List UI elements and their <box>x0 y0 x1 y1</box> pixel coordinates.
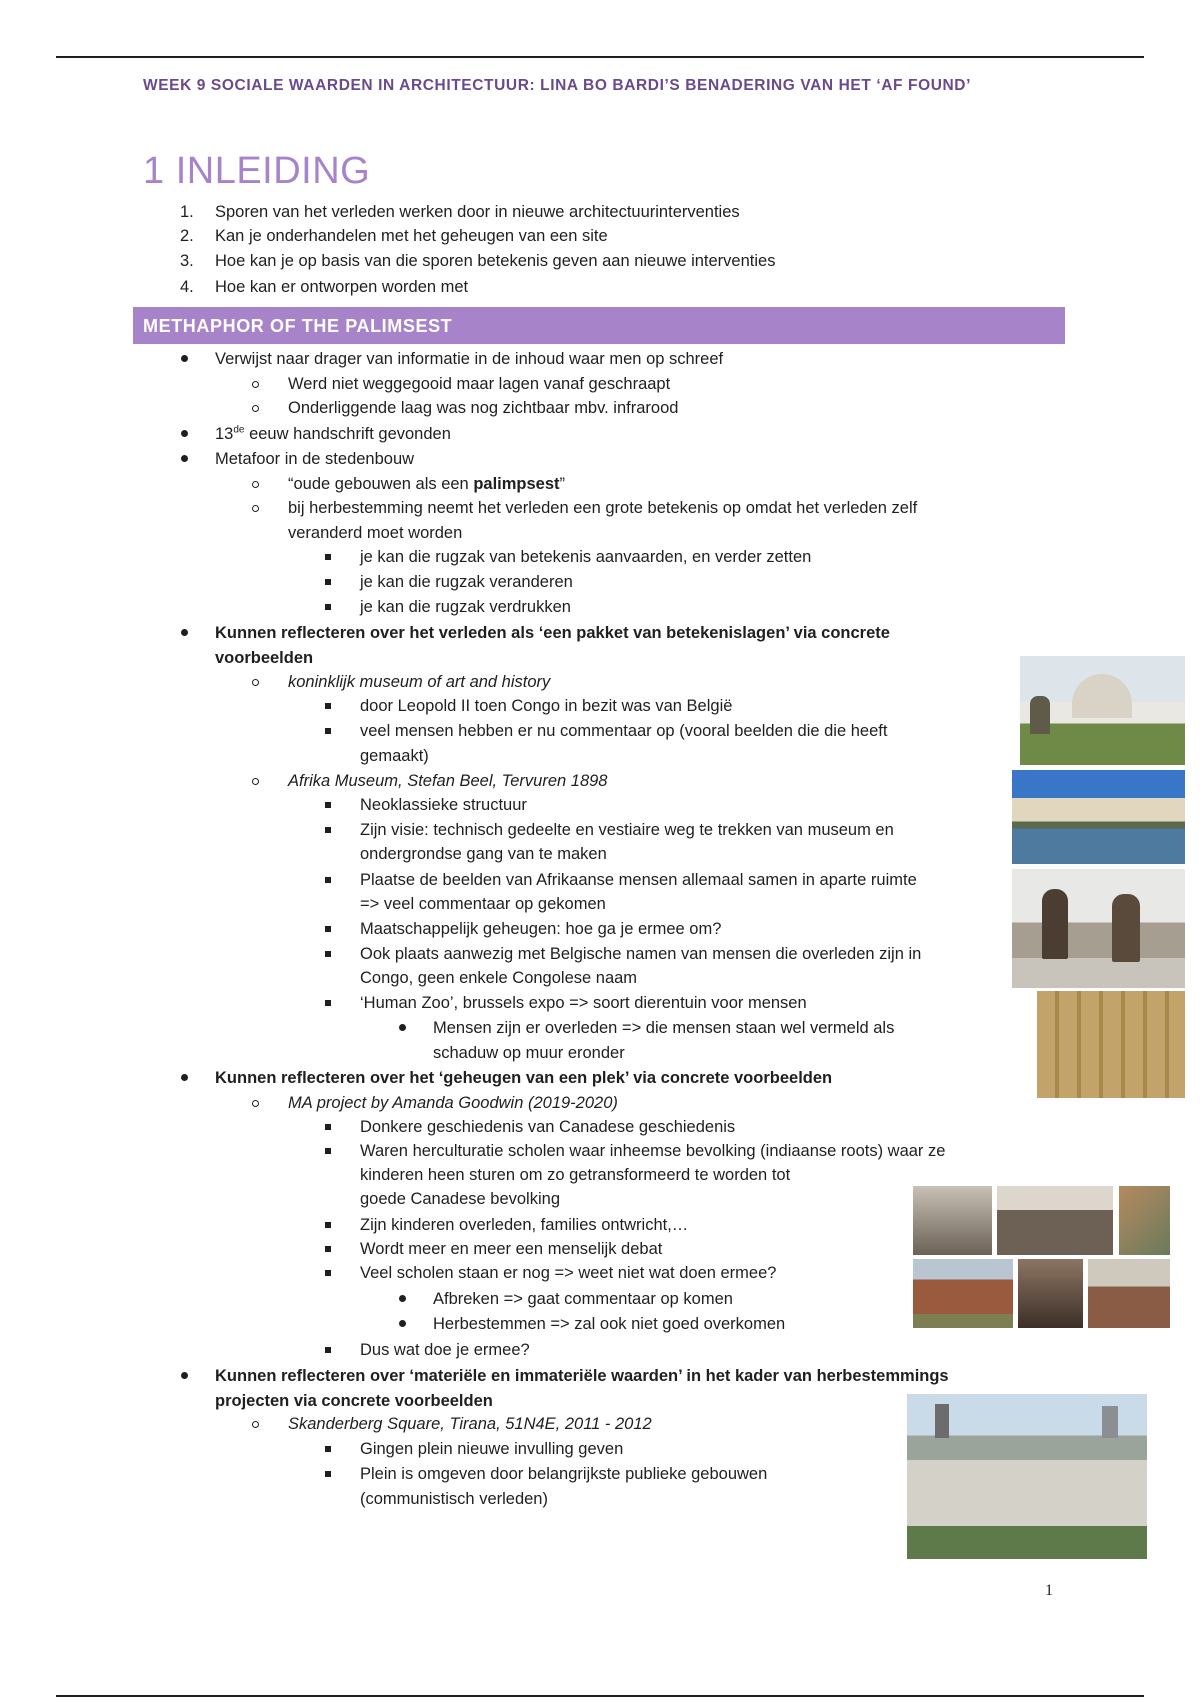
bullet <box>181 629 188 636</box>
bullet-square <box>325 579 331 585</box>
top-rule <box>56 56 1144 58</box>
bullet-square <box>325 554 331 560</box>
list-item-cont: => veel commentaar op gekomen <box>360 895 606 913</box>
list-item-cont: goede Canadese bevolking <box>360 1190 560 1208</box>
intro-num-2: 2. <box>180 227 194 245</box>
list-item: Zijn visie: technisch gedeelte en vestiaire weg te trekken van museum en <box>360 821 894 839</box>
list-item: je kan die rugzak veranderen <box>360 573 573 591</box>
section-header-palimsest <box>133 307 1065 344</box>
list-item: Skanderberg Square, Tirana, 51N4E, 2011 - 2012 <box>288 1415 652 1433</box>
list-item: koninklijk museum of art and history <box>288 673 551 691</box>
bullet-circle <box>252 381 259 388</box>
bullet-square <box>325 604 331 610</box>
list-item-cont: ondergrondse gang van te maken <box>360 845 607 863</box>
intro-num-4: 4. <box>180 278 194 296</box>
bullet <box>181 355 188 362</box>
list-item: Maatschappelijk geheugen: hoe ga je ermee om? <box>360 920 722 938</box>
list-item: 13de eeuw handschrift gevonden <box>215 424 451 443</box>
intro-num-3: 3. <box>180 252 194 270</box>
list-item: Dus wat doe je ermee? <box>360 1341 530 1359</box>
bullet-square <box>325 1270 331 1276</box>
bullet-circle <box>252 1100 259 1107</box>
list-item: Kunnen reflecteren over ‘materiële en immateriële waarden’ in het kader van herbestemmings <box>215 1367 949 1385</box>
list-item: je kan die rugzak verdrukken <box>360 598 571 616</box>
heading-inleiding: 1 INLEIDING <box>143 150 371 192</box>
bullet <box>181 1372 188 1379</box>
list-item: MA project by Amanda Goodwin (2019-2020) <box>288 1094 618 1112</box>
bullet-circle <box>252 505 259 512</box>
document-title: WEEK 9 SOCIALE WAARDEN IN ARCHITECTUUR: LINA BO BARDI’S BENADERING VAN HET ‘AF FOUND’ <box>143 77 972 94</box>
list-item: Zijn kinderen overleden, families ontwricht,… <box>360 1216 689 1234</box>
museum-photo <box>1020 656 1185 765</box>
list-item: Verwijst naar drager van informatie in de inhoud waar men op schreef <box>215 350 724 368</box>
intro-item-2: Kan je onderhandelen met het geheugen van een site <box>215 227 608 245</box>
bullet-circle <box>252 1421 259 1428</box>
bullet-square <box>325 1148 331 1154</box>
list-item: veel mensen hebben er nu commentaar op (vooral beelden die die heeft <box>360 722 888 740</box>
bullet-square <box>325 1246 331 1252</box>
bullet-square <box>325 827 331 833</box>
school-photo <box>997 1186 1113 1255</box>
skanderbeg-square-photo <box>907 1394 1147 1559</box>
list-item: Plaatse de beelden van Afrikaanse mensen allemaal samen in aparte ruimte <box>360 871 917 889</box>
school-photo <box>1018 1259 1083 1328</box>
bullet-square <box>325 1222 331 1228</box>
intro-item-1: Sporen van het verleden werken door in nieuwe architectuurinterventies <box>215 203 740 221</box>
list-item-cont: veranderd moet worden <box>288 524 463 542</box>
list-item: door Leopold II toen Congo in bezit was van België <box>360 697 733 715</box>
list-item: Neoklassieke structuur <box>360 796 527 814</box>
bottom-rule <box>56 1695 1144 1697</box>
afrika-museum-photo <box>1012 770 1185 864</box>
list-item: Kunnen reflecteren over het ‘geheugen van een plek’ via concrete voorbeelden <box>215 1069 833 1087</box>
intro-item-3: Hoe kan je op basis van die sporen betekenis geven aan nieuwe interventies <box>215 252 776 270</box>
bullet-square <box>325 1000 331 1006</box>
list-item: Metafoor in de stedenbouw <box>215 450 415 468</box>
list-item-cont: (communistisch verleden) <box>360 1490 548 1508</box>
bullet <box>399 1295 406 1302</box>
bullet-square <box>325 1446 331 1452</box>
list-item: Waren herculturatie scholen waar inheemse bevolking (indiaanse roots) waar ze <box>360 1142 946 1160</box>
school-photo <box>1119 1186 1170 1255</box>
intro-num-1: 1. <box>180 203 194 221</box>
list-item-cont: projecten via concrete voorbeelden <box>215 1392 493 1410</box>
list-item: bij herbestemming neemt het verleden een grote betekenis op omdat het verleden zelf <box>288 499 918 517</box>
list-item: Mensen zijn er overleden => die mensen staan wel vermeld als <box>433 1019 895 1037</box>
list-item: Wordt meer en meer een menselijk debat <box>360 1240 663 1258</box>
bullet <box>399 1024 406 1031</box>
list-item: Gingen plein nieuwe invulling geven <box>360 1440 624 1458</box>
section-title: METHAPHOR OF THE PALIMSEST <box>143 316 453 336</box>
school-photo <box>913 1259 1013 1328</box>
bullet-square <box>325 877 331 883</box>
school-photo <box>1088 1259 1170 1328</box>
bullet <box>181 1074 188 1081</box>
list-item-cont: gemaakt) <box>360 747 429 765</box>
list-item: Onderliggende laag was nog zichtbaar mbv. infrarood <box>288 399 679 417</box>
list-item: Donkere geschiedenis van Canadese geschiedenis <box>360 1118 736 1136</box>
bullet-square <box>325 1124 331 1130</box>
list-item: Afrika Museum, Stefan Beel, Tervuren 1898 <box>288 772 608 790</box>
list-item: Ook plaats aanwezig met Belgische namen van mensen die overleden zijn in <box>360 945 922 963</box>
bullet-square <box>325 802 331 808</box>
list-item: Plein is omgeven door belangrijkste publieke gebouwen <box>360 1465 768 1483</box>
shadow-wall-photo <box>1037 991 1185 1098</box>
list-item: Afbreken => gaat commentaar op komen <box>433 1290 733 1308</box>
bullet-square <box>325 1471 331 1477</box>
bullet <box>181 455 188 462</box>
bullet-circle <box>252 405 259 412</box>
bullet-circle <box>252 481 259 488</box>
list-item-cont: Congo, geen enkele Congolese naam <box>360 969 638 987</box>
bullet <box>181 430 188 437</box>
list-item: Werd niet weggegooid maar lagen vanaf geschraapt <box>288 375 671 393</box>
list-item: Herbestemmen => zal ook niet goed overkomen <box>433 1315 786 1333</box>
bullet-square <box>325 926 331 932</box>
list-item: Kunnen reflecteren over het verleden als ‘een pakket van betekenislagen’ via concrete <box>215 624 890 642</box>
list-item: ‘Human Zoo’, brussels expo => soort dierentuin voor mensen <box>360 994 807 1012</box>
bullet-square <box>325 951 331 957</box>
page-number: 1 <box>1045 1582 1053 1599</box>
bullet <box>399 1320 406 1327</box>
list-item: je kan die rugzak van betekenis aanvaarden, en verder zetten <box>360 548 812 566</box>
intro-item-4: Hoe kan er ontworpen worden met <box>215 278 469 296</box>
school-photo <box>913 1186 992 1255</box>
list-item-cont: voorbeelden <box>215 649 314 667</box>
list-item: Veel scholen staan er nog => weet niet wat doen ermee? <box>360 1264 777 1282</box>
list-item-cont: schaduw op muur eronder <box>433 1044 625 1062</box>
bullet-square <box>325 703 331 709</box>
statues-photo <box>1012 869 1185 988</box>
bullet-circle <box>252 679 259 686</box>
bullet-square <box>325 728 331 734</box>
list-item-cont: kinderen heen sturen om zo getransformeerd te worden tot <box>360 1166 791 1184</box>
bullet-square <box>325 1347 331 1353</box>
list-item: “oude gebouwen als een palimpsest” <box>288 475 566 493</box>
bullet-circle <box>252 778 259 785</box>
